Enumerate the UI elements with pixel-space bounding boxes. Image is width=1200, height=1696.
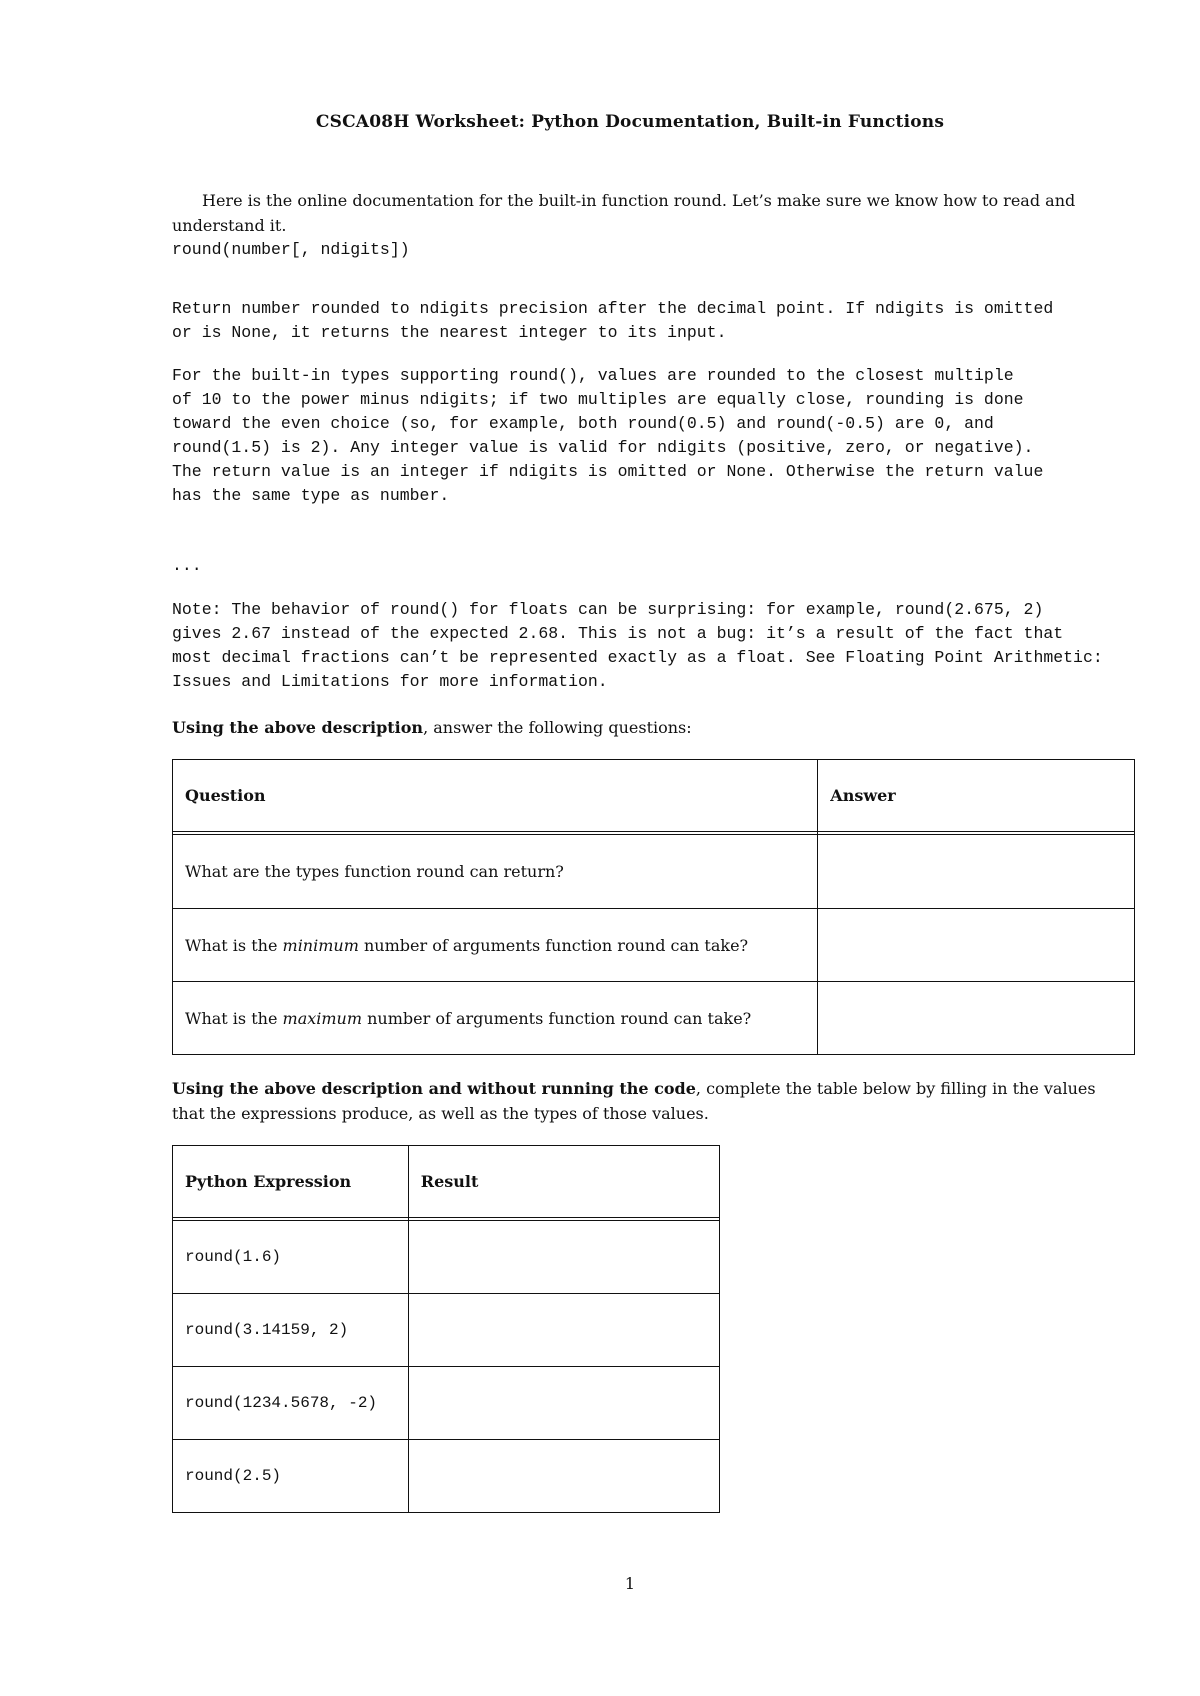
doc-paragraph-rounding: For the built-in types supporting round(), values are rounded to the closest multiple of 10 to the power minus ndigits; if two multiples are equally close, rounding is done toward the even choice (so, for example, both round(0.5) and round(-0.5) are 0, and round(1.5) is 2). Any integer value is valid for ndigits (positive, zero, or negative). The return value is an integer if ndigits is omitted or None. Otherwise the return value has the same type as number. <box>172 366 1044 505</box>
expression-cell: round(1234.5678, -2) <box>173 1367 409 1440</box>
question-cell: What is the maximum number of arguments function round can take? <box>173 982 818 1055</box>
result-cell[interactable] <box>408 1367 719 1440</box>
result-cell[interactable] <box>408 1221 719 1294</box>
worksheet-title: CSCA08H Worksheet: Python Documentation, Built-in Functions <box>315 112 945 132</box>
questions-prompt-bold: Using the above description <box>172 718 424 737</box>
table-row <box>173 835 1135 909</box>
expression-cell: round(1.6) <box>173 1221 409 1294</box>
questions-table-header <box>173 760 1135 832</box>
question-header: Question <box>173 760 818 832</box>
page-number: 1 <box>624 1574 636 1593</box>
table-row <box>173 1440 720 1513</box>
expressions-prompt-bold: Using the above description and without running the code <box>172 1079 696 1098</box>
answer-cell[interactable] <box>818 909 1135 982</box>
doc-signature: round(number[, ndigits]) <box>172 240 410 259</box>
expressions-table <box>172 1145 720 1513</box>
questions-table <box>172 759 1135 1055</box>
question-cell: What are the types function round can return? <box>173 835 818 909</box>
doc-paragraph-return: Return number rounded to ndigits precision after the decimal point. If ndigits is omitted or is None, it returns the nearest integer to its input. <box>172 299 1054 342</box>
answer-header: Answer <box>818 760 1135 832</box>
expression-header: Python Expression <box>173 1146 409 1218</box>
doc-note: Note: The behavior of round() for floats can be surprising: for example, round(2.675, 2) gives 2.67 instead of the expected 2.68. This is not a bug: it’s a result of the fact that most decimal fractions can’t be represented exactly as a float. See Floating Point Arithmetic: Issues and Limitations for more information. <box>172 600 1103 691</box>
questions-prompt-rest: , answer the following questions: <box>423 718 692 737</box>
result-cell[interactable] <box>408 1440 719 1513</box>
doc-ellipsis: ... <box>172 556 202 575</box>
questions-prompt <box>172 715 1112 740</box>
expressions-prompt-rest: , complete the table below by filling in the values that the expressions produce, as well as the types of those values. <box>172 1079 1096 1123</box>
table-row <box>173 982 1135 1055</box>
result-header: Result <box>408 1146 719 1218</box>
table-row <box>173 909 1135 982</box>
table-row <box>173 1294 720 1367</box>
expression-cell: round(2.5) <box>173 1440 409 1513</box>
expressions-table-header <box>173 1146 720 1218</box>
answer-cell[interactable] <box>818 835 1135 909</box>
expression-cell: round(3.14159, 2) <box>173 1294 409 1367</box>
expressions-prompt <box>172 1076 1117 1126</box>
result-cell[interactable] <box>408 1294 719 1367</box>
answer-cell[interactable] <box>818 982 1135 1055</box>
question-cell: What is the minimum number of arguments function round can take? <box>173 909 818 982</box>
table-row <box>173 1367 720 1440</box>
intro-paragraph: Here is the online documentation for the built-in function round. Let’s make sure we know how to read and understand it. <box>172 191 1076 235</box>
table-row <box>173 1221 720 1294</box>
